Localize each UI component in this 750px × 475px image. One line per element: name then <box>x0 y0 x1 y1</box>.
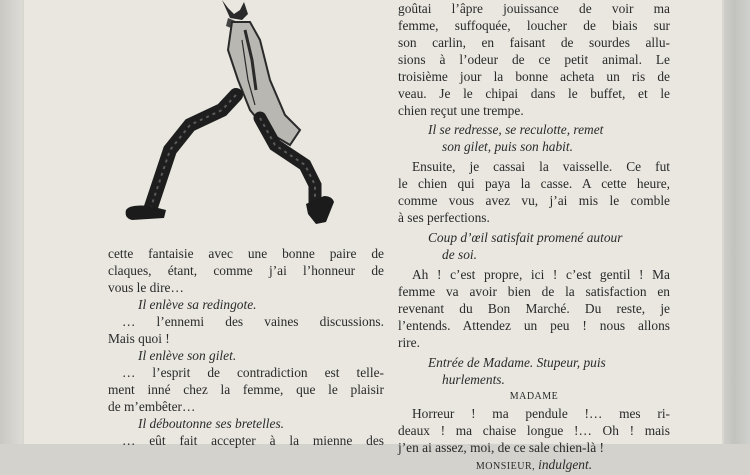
text-line: ment inné chez la femme, que le plaisir <box>108 382 384 397</box>
walking-man-illustration <box>110 0 350 230</box>
text-line: femme, suffoquée, loucher de biais sur <box>398 18 670 33</box>
text-line: j’en ai assez, moi, de ce sale chien-là ! <box>398 440 604 455</box>
speaker-name: MONSIEUR, <box>475 461 536 472</box>
stage-direction: Il enlève son gilet. <box>138 348 237 363</box>
text-line: … eût fait accepter à la mienne des <box>122 433 384 448</box>
stage-direction: Il déboutonne ses bretelles. <box>138 416 285 431</box>
text-line: femme va avoir bien de la satisfaction en <box>398 284 670 299</box>
text-line: Ah ! c’est propre, ici ! c’est gentil ! Ma <box>412 267 670 282</box>
text-line: à ses perfections. <box>398 210 490 225</box>
stage-direction: Entrée de Madame. Stupeur, puis <box>428 355 606 370</box>
stage-direction: de soi. <box>442 247 477 262</box>
stage-direction: Il se redresse, se reculotte, remet <box>428 122 604 137</box>
text-line: sions à l’odeur de ce petit animal. Le <box>398 52 670 67</box>
page-gutter-right <box>724 0 750 444</box>
text-line: Ensuite, je cassai la vaisselle. Ce fut <box>412 159 670 174</box>
text-line: vous le dire… <box>108 280 184 295</box>
text-line: rire. <box>398 335 420 350</box>
text-line: l’entends. Attendez un peu ! nous allons <box>398 318 670 333</box>
stage-direction: Coup d’œil satisfait promené autour <box>428 230 623 245</box>
text-line: le chien qui paya la casse. A cette heure, <box>398 176 670 191</box>
text-line: son carlin, en faisant de sourdes allu- <box>398 35 670 50</box>
stage-direction: indulgent. <box>538 457 593 472</box>
stage-direction: hurlements. <box>442 372 505 387</box>
text-line: … l’esprit de contradiction est telle- <box>122 365 384 380</box>
text-line: cette fantaisie avec une bonne paire de <box>108 246 384 261</box>
stage-direction: son gilet, puis son habit. <box>442 139 573 154</box>
text-line: Mais quoi ! <box>108 331 170 346</box>
text-line: troisième jour la bonne acheta un ris de <box>398 69 670 84</box>
text-line: claques, étant, comme j’ai l’honneur de <box>108 263 384 278</box>
right-text-column <box>398 0 670 475</box>
text-line: revenant du Bon Marché. Du reste, je <box>398 301 670 316</box>
text-line: chien reçut une trempe. <box>398 103 524 118</box>
text-line: comme vous avez vu, j’ai mis le comble <box>398 193 670 208</box>
text-line: de m’embêter… <box>108 399 196 414</box>
stage-direction: Il enlève sa redingote. <box>138 297 257 312</box>
speaker-line <box>398 456 670 475</box>
text-line: deaux ! ma chaise longue !… Oh ! mais <box>398 423 670 438</box>
text-line: goûtai l’âpre jouissance de voir ma <box>398 1 670 16</box>
text-line: … l’ennemi des vaines discussions. <box>122 314 384 329</box>
text-line: veau. Je le chipai dans le buffet, et le <box>398 86 670 101</box>
speaker-name: MADAME <box>509 391 559 402</box>
left-text-column <box>108 245 384 449</box>
text-line: Horreur ! ma pendule !… mes ri- <box>412 406 670 421</box>
page-gutter-left <box>0 0 22 444</box>
